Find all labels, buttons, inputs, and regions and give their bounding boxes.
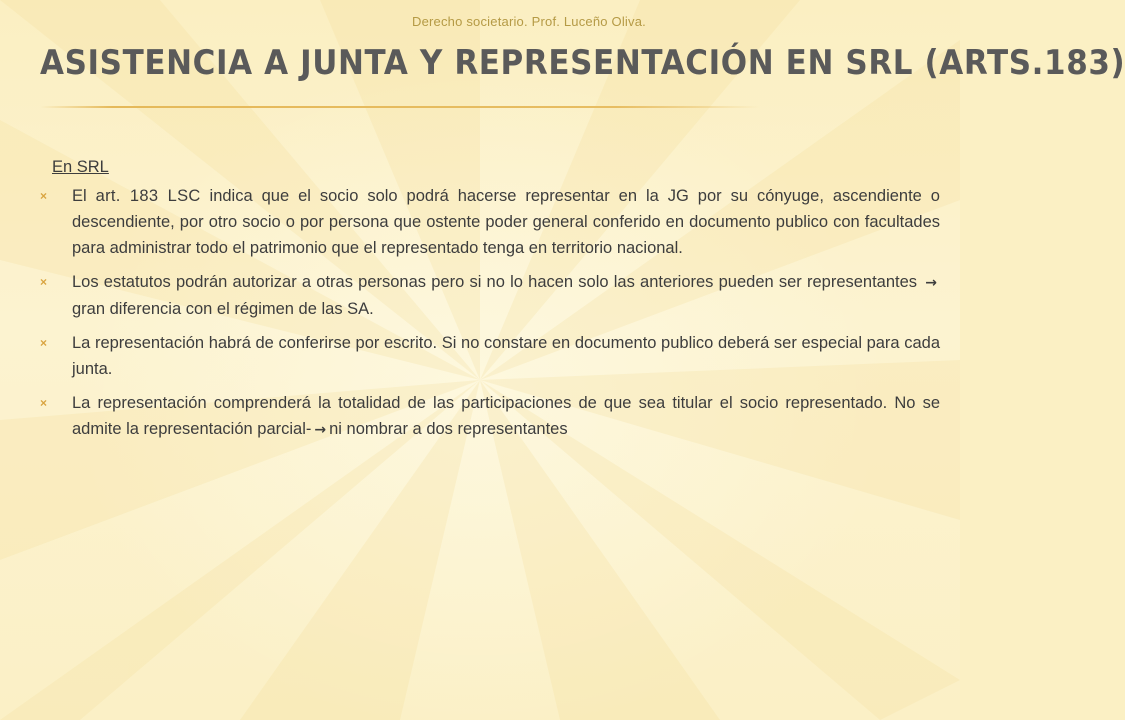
list-item	[40, 183, 940, 261]
x-bullet-icon: ×	[40, 396, 48, 410]
bullet-list	[40, 183, 940, 443]
title-underline-rule	[40, 106, 760, 108]
slide-footer-note: Derecho societario. Prof. Luceño Oliva.	[412, 14, 646, 29]
bullet-text: Los estatutos podrán autorizar a otras personas pero si no lo hacen solo las anteriores pueden ser representantes	[72, 273, 918, 291]
slide-content	[40, 154, 940, 451]
subheading: En SRL	[52, 158, 109, 176]
bullet-text-reference: art. 183 LSC	[95, 187, 201, 205]
arrow-right-icon: →	[314, 422, 327, 438]
bullet-text: indica que el socio solo podrá hacerse representar en la JG por su cónyuge, ascendiente o descendiente, por otro socio o por persona que ostente poder general conferido en documento publico con facultades para administrar todo el patrimonio que el representado tenga en territorio nacional.	[72, 187, 940, 257]
bullet-text: La representación comprenderá la totalidad de las participaciones de que sea titular el socio representado. No se admite la representación parcial-	[72, 394, 940, 438]
slide-title: ASISTENCIA A JUNTA Y REPRESENTACIÓN EN SRL (ARTS.183)	[40, 44, 1125, 83]
x-bullet-icon: ×	[40, 336, 48, 350]
arrow-right-icon: →	[925, 275, 937, 291]
x-bullet-icon: ×	[40, 275, 48, 289]
list-item	[40, 390, 940, 443]
bullet-text: gran diferencia con el régimen de las SA.	[72, 300, 374, 318]
x-bullet-icon: ×	[40, 189, 48, 203]
bullet-text: La representación habrá de conferirse por escrito. Si no constare en documento publico deberá ser especial para cada junta.	[72, 334, 940, 378]
bullet-text: El	[72, 187, 96, 205]
list-item	[40, 269, 940, 322]
bullet-text: ni nombrar a dos representantes	[329, 420, 568, 438]
list-item	[40, 330, 940, 382]
